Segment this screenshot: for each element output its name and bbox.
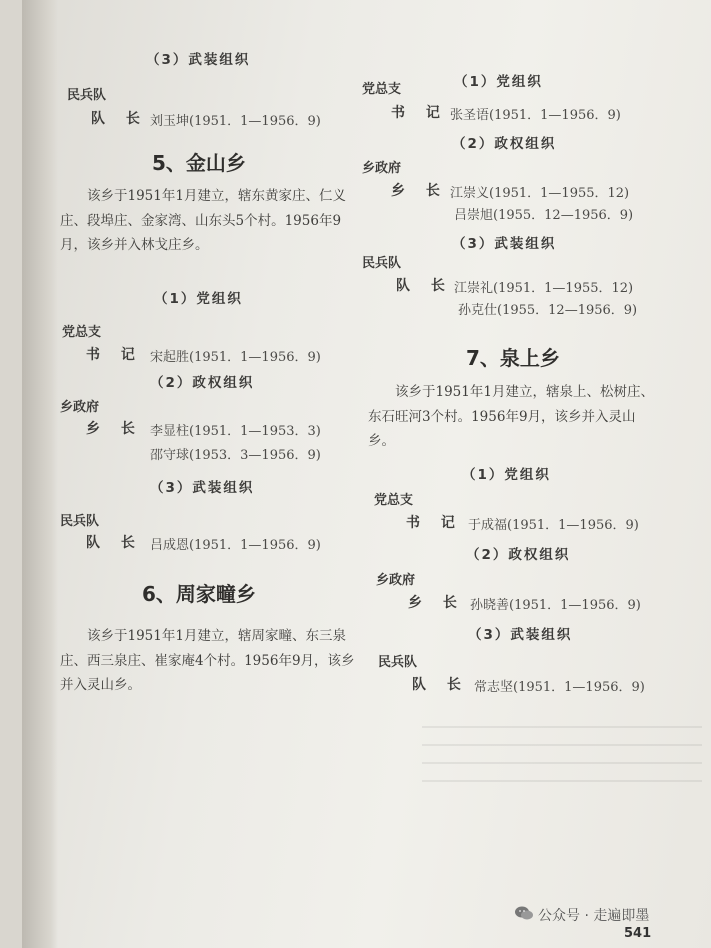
left-militia-top-role: 队 长 — [91, 111, 148, 127]
right-armed-subtitle-top: （3）武装组织 — [452, 236, 557, 252]
bleed-through-text — [422, 722, 702, 782]
jinshan-paragraph: 该乡于1951年1月建立，辖东黄家庄、仁义庄、段埠庄、金家湾、山东头5个村。1956年9月，该乡并入林戈庄乡。 — [60, 188, 346, 253]
right-party-person-top: 张圣语(1951．1—1956．9) — [450, 108, 621, 123]
jinshan-gov-person-1: 李显柱(1951．1—1953．3) — [150, 424, 321, 439]
jinshan-armed-role: 队 长 — [86, 535, 143, 551]
right-gov-person-1-top: 江崇义(1951．1—1955．12) — [450, 186, 630, 201]
right-party-org-top: 党总支 — [362, 82, 402, 97]
right-armed-role-top: 队 长 — [396, 278, 453, 294]
quanshang-party-subtitle: （1）党组织 — [462, 467, 551, 483]
jinshan-party-person: 宋起胜(1951．1—1956．9) — [150, 350, 321, 365]
quanshang-armed-role: 队 长 — [412, 677, 469, 693]
quanshang-party-org: 党总支 — [374, 493, 414, 508]
quanshang-gov-role: 乡 长 — [408, 595, 465, 611]
quanshang-paragraph: 该乡于1951年1月建立，辖泉上、松树庄、东石旺河3个村。1956年9月，该乡并入灵山乡。 — [368, 384, 654, 449]
quanshang-armed-person: 常志坚(1951．1—1956．9) — [474, 680, 645, 695]
section-heading-zhoujia: 6、周家疃乡 — [142, 582, 256, 606]
book-page — [22, 0, 711, 948]
left-militia-top: 民兵队 — [67, 88, 107, 103]
right-party-role-top: 书 记 — [391, 105, 448, 121]
right-armed-person-2-top: 孙克仕(1955．12—1956．9) — [458, 303, 638, 318]
right-gov-subtitle-top: （2）政权组织 — [452, 136, 557, 152]
jinshan-gov-person-2: 邵守球(1953．3—1956．9) — [150, 448, 321, 463]
page-gutter-shadow — [22, 0, 58, 948]
left-militia-top-person: 刘玉坤(1951．1—1956．9) — [150, 114, 321, 129]
quanshang-gov-person: 孙晓善(1951．1—1956．9) — [470, 598, 641, 613]
quanshang-armed-subtitle: （3）武装组织 — [468, 627, 573, 643]
quanshang-gov-org: 乡政府 — [376, 573, 416, 588]
jinshan-gov-org: 乡政府 — [60, 400, 100, 415]
quanshang-party-role: 书 记 — [406, 515, 463, 531]
right-gov-org-top: 乡政府 — [362, 161, 402, 176]
jinshan-armed-org: 民兵队 — [60, 514, 100, 529]
quanshang-armed-org: 民兵队 — [378, 655, 418, 670]
jinshan-party-role: 书 记 — [86, 347, 143, 363]
right-armed-person-1-top: 江崇礼(1951．1—1955．12) — [454, 281, 634, 296]
right-party-subtitle-top: （1）党组织 — [454, 74, 543, 90]
section-heading-quanshang: 7、泉上乡 — [466, 346, 560, 370]
jinshan-party-subtitle: （1）党组织 — [154, 291, 243, 307]
jinshan-party-org: 党总支 — [62, 325, 102, 340]
jinshan-gov-role: 乡 长 — [86, 421, 143, 437]
quanshang-gov-subtitle: （2）政权组织 — [466, 547, 571, 563]
jinshan-armed-person: 吕成恩(1951．1—1956．9) — [150, 538, 321, 553]
right-armed-org-top: 民兵队 — [362, 256, 402, 271]
page-number: 541 — [624, 926, 652, 941]
watermark-text: 公众号 · 走遍即墨 — [538, 908, 650, 924]
zhoujia-paragraph: 该乡于1951年1月建立，辖周家疃、东三泉庄、西三泉庄、崔家庵4个村。1956年9月，该乡并入灵山乡。 — [60, 628, 355, 693]
right-gov-person-2-top: 吕崇旭(1955．12—1956．9) — [454, 208, 634, 223]
section-heading-jinshan: 5、金山乡 — [152, 151, 246, 175]
left-armed-subtitle-top: （3）武装组织 — [146, 52, 251, 68]
wechat-icon — [514, 905, 534, 921]
right-gov-role-top: 乡 长 — [391, 183, 448, 199]
jinshan-gov-subtitle: （2）政权组织 — [150, 375, 255, 391]
quanshang-party-person: 于成福(1951．1—1956．9) — [468, 518, 639, 533]
jinshan-armed-subtitle: （3）武装组织 — [150, 480, 255, 496]
